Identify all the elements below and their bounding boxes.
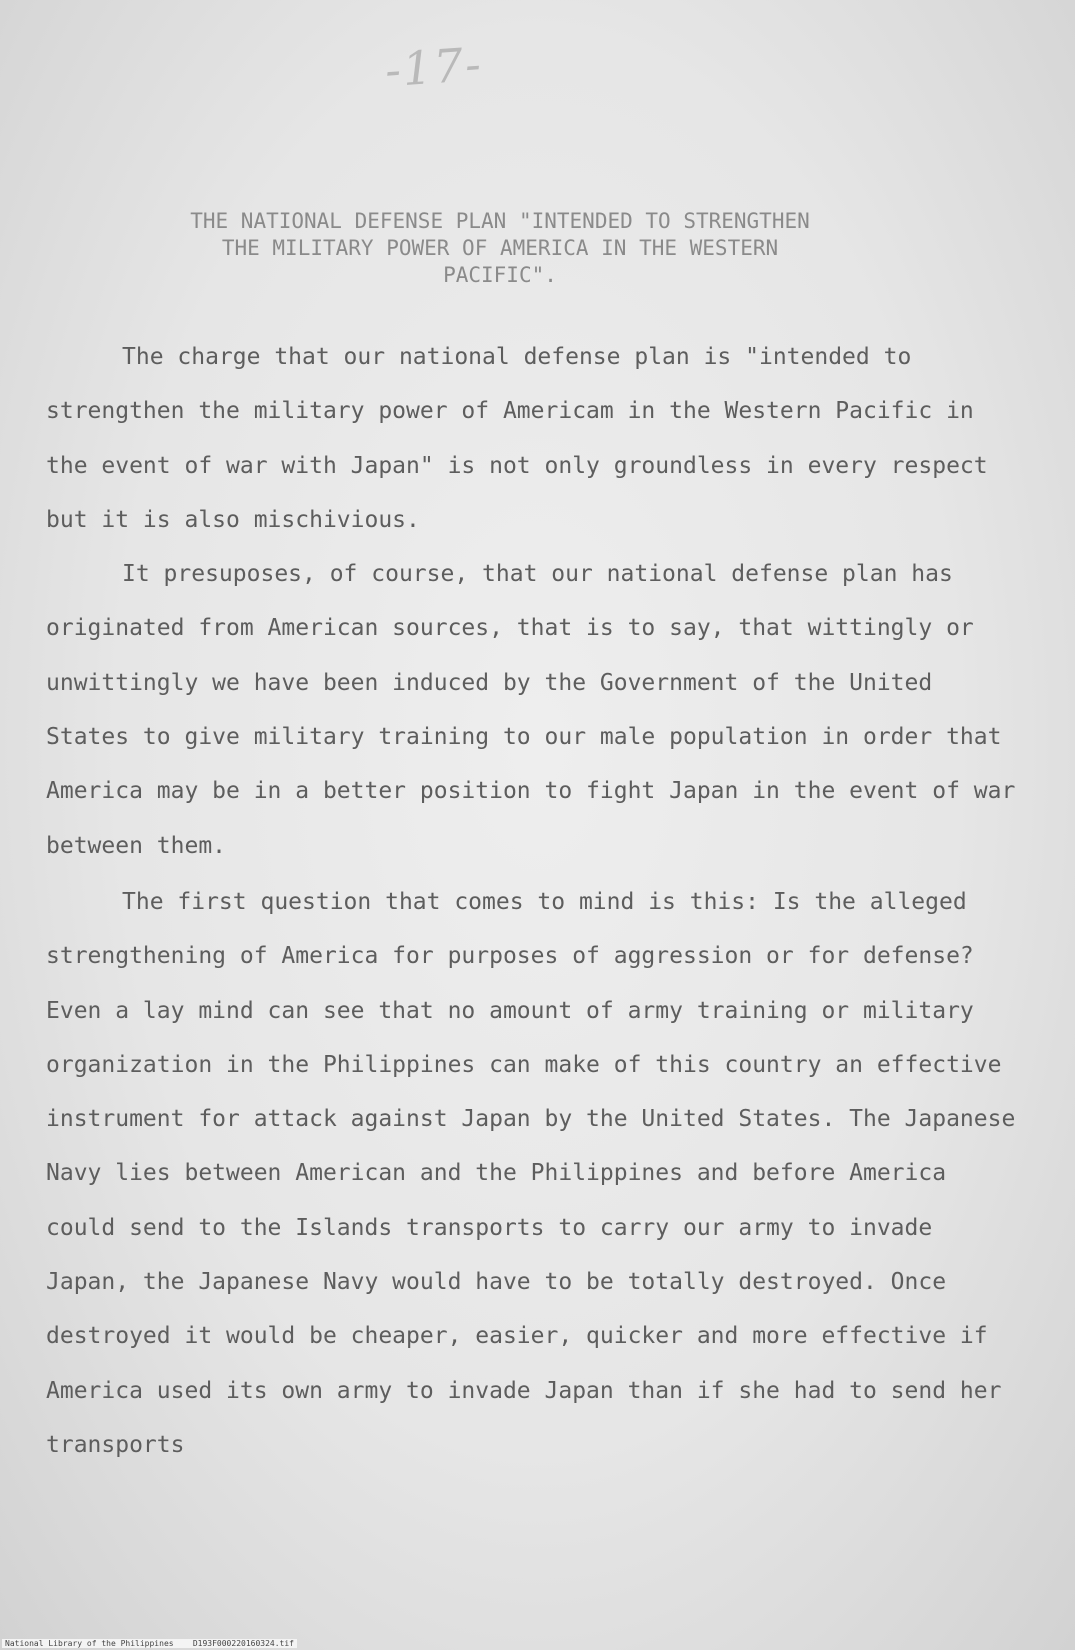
paragraph: The first question that comes to mind is this: Is the alleged strengthening of America for purposes of aggression or for defense? Even a lay mind can see that no amount of army training or military organization in the Philippines can make of this country an effective instrument for attack against Japan by the United States. The Japanese Navy lies between American and the Philippines and before America could send to the Islands transports to carry our army to invade Japan, the Japanese Navy would have to be totally destroyed. Once destroyed it would be cheaper, easier, quicker and more effective if America used its own army to invade Japan than if she had to send her transports [46,888,1016,1458]
document-title: THE NATIONAL DEFENSE PLAN "INTENDED TO STRENGTHEN THE MILITARY POWER OF AMERICA IN THE WESTERN PACIFIC". [190,209,810,287]
archive-footer: National Library of the Philippines D193F000220160324.tif [2,1639,297,1648]
paragraph: It presuposes, of course, that our national defense plan has originated from American sources, that is to say, that wittingly or unwittingly we have been induced by the Government of the United States to give military training to our male population in order that America may be in a better position to fight Japan in the event of war between them. [46,561,1016,859]
paragraph: The charge that our national defense plan is "intended to strengthen the military power of Americam in the Western Pacific in the event of war with Japan" is not only groundless in every respect but it is also mischivious. [46,344,988,533]
page-number: -17- [383,36,485,98]
document-body [46,330,1026,1472]
